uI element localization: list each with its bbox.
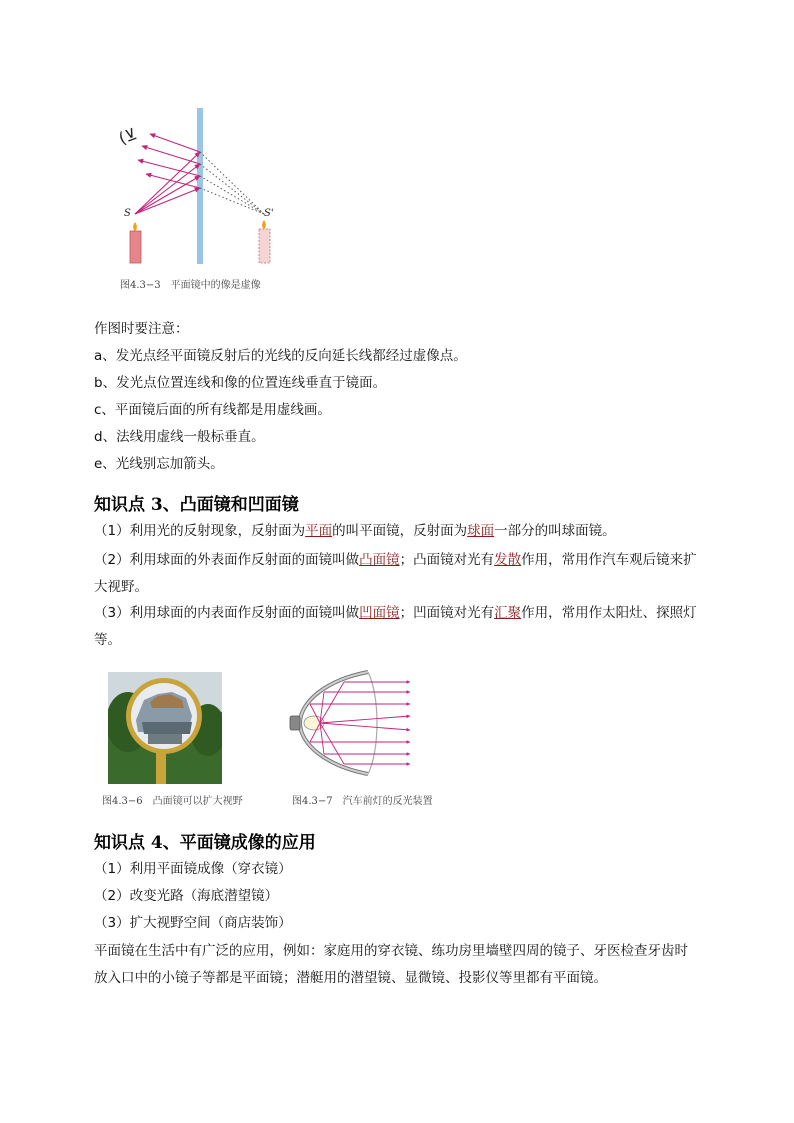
label-s-prime: S': [264, 208, 274, 219]
virtual-extension-lines: [200, 152, 264, 214]
section4-item: （1）利用平面镜成像（穿衣镜）: [94, 861, 292, 877]
candle-real: [130, 222, 141, 263]
plane-mirror-diagram: [108, 104, 298, 270]
eye-icon: (⊻: [116, 124, 140, 149]
headlight-reflector-diagram: [286, 666, 412, 784]
note-item: e、光线别忘加箭头。: [94, 456, 224, 472]
note-item: d、法线用虚线一般标垂直。: [94, 429, 265, 445]
section4-paragraph: 平面镜在生活中有广泛的应用，例如：家庭用的穿衣镜、练功房里墙壁四周的镜子、牙医检查牙齿时放入口中的小镜子等都是平面镜；潜艇用的潜望镜、显微镜、投影仪等里都有平面镜。: [94, 943, 688, 986]
label-s: S: [124, 208, 131, 219]
candle-virtual: [259, 220, 270, 263]
note-item: b、发光点位置连线和像的位置连线垂直于镜面。: [94, 375, 387, 391]
section3-heading: 知识点 3、凸面镜和凹面镜: [94, 495, 299, 515]
figure2-caption: 图4.3−6 凸面镜可以扩大视野: [102, 796, 243, 807]
convex-mirror-photo: [108, 672, 222, 784]
figure3-caption: 图4.3−7 汽车前灯的反光装置: [292, 796, 433, 807]
note-item: c、平面镜后面的所有线都是用虚线画。: [94, 402, 331, 418]
headlight-rays: [310, 682, 410, 764]
figure1-caption: 图4.3−3 平面镜中的像是虚像: [120, 280, 261, 291]
notes-title: 作图时要注意：: [94, 321, 189, 337]
section3-paragraph-2: （2）利用球面的外表面作反射面的面镜叫做凸面镜；凸面镜对光有发散作用，常用作汽车观后镜来扩大视野。: [94, 552, 697, 595]
section4-item: （3）扩大视野空间（商店装饰）: [94, 915, 292, 931]
reflected-rays: [138, 134, 200, 188]
section4-heading: 知识点 4、平面镜成像的应用: [94, 833, 316, 853]
section3-paragraph-3: （3）利用球面的内表面作反射面的面镜叫做凹面镜；凹面镜对光有汇聚作用，常用作太阳灶、探照灯等。: [94, 605, 697, 648]
note-item: a、发光点经平面镜反射后的光线的反向延长线都经过虚像点。: [94, 348, 467, 364]
section3-paragraph-1: （1）利用光的反射现象，反射面为平面的叫平面镜，反射面为球面一部分的叫球面镜。: [94, 523, 616, 539]
section4-item: （2）改变光路（海底潜望镜）: [94, 888, 279, 904]
mirror: [197, 108, 203, 264]
